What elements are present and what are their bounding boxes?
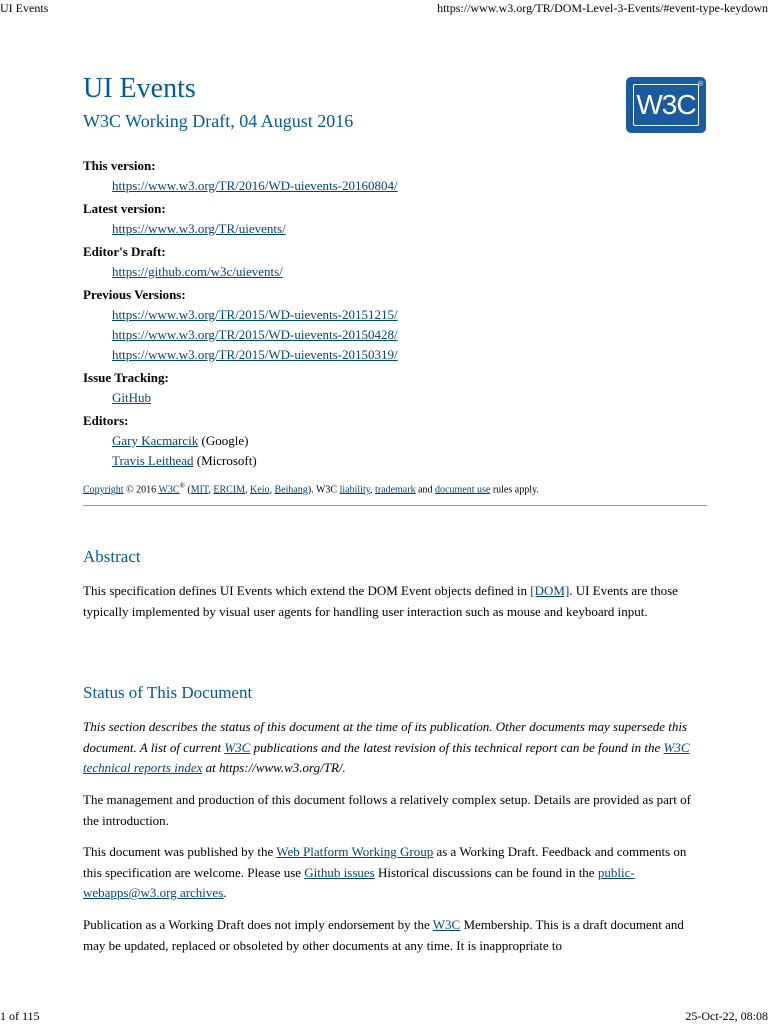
w3c-link[interactable]: W3C xyxy=(158,484,180,496)
registered-mark: ® xyxy=(179,482,185,490)
copyright-text: , xyxy=(370,484,376,496)
beihang-link[interactable]: Beihang xyxy=(274,484,308,496)
document-use-link[interactable]: document use xyxy=(435,484,491,496)
issue-tracking-link[interactable]: GitHub xyxy=(112,390,151,405)
copyright-text: , xyxy=(269,484,275,496)
w3c-logo[interactable] xyxy=(626,77,706,133)
editor-name-link[interactable]: Gary Kacmarcik xyxy=(112,433,199,448)
page-subtitle: W3C Working Draft, 04 August 2016 xyxy=(83,111,354,131)
latest-version-label: Latest version: xyxy=(83,201,166,216)
previous-version-link[interactable]: https://www.w3.org/TR/2015/WD-uievents-20150428/ xyxy=(112,327,398,342)
liability-link[interactable]: liability xyxy=(339,484,371,496)
print-title: UI Events xyxy=(0,1,49,15)
editors-label: Editors: xyxy=(83,413,129,428)
latest-version-link[interactable]: https://www.w3.org/TR/uievents/ xyxy=(112,221,286,236)
editor-org: (Google) xyxy=(198,433,249,448)
status-text: . xyxy=(223,885,227,900)
copyright-text: ). W3C xyxy=(307,484,340,496)
copyright-link[interactable]: Copyright xyxy=(83,484,124,496)
status-text: as a Working Draft. Feedback and comments on this specification are welcome. Please use xyxy=(83,844,687,880)
abstract-heading: Abstract xyxy=(83,547,141,566)
status-text: Membership. This is a draft document and may be updated, replaced or obsoleted by other documents at any time. It is inappropriate to xyxy=(83,917,684,953)
copyright-text: , xyxy=(245,484,251,496)
copyright-year: © 2016 xyxy=(123,484,159,496)
print-url: https://www.w3.org/TR/DOM-Level-3-Events/#event-type-keydown xyxy=(437,1,768,15)
abstract-text: This specification defines UI Events which extend the DOM Event objects defined in xyxy=(83,583,531,598)
working-group-link[interactable]: Web Platform Working Group xyxy=(276,844,434,859)
status-text: Publication as a Working Draft does not imply endorsement by the xyxy=(83,917,433,932)
spec-metadata xyxy=(83,155,703,471)
keio-link[interactable]: Keio xyxy=(250,484,270,496)
status-text: This section describes the status of this document at the time of its publication. Other documents may supersede this document. A list of current xyxy=(83,719,688,755)
page-number: 1 of 115 xyxy=(0,1009,40,1023)
copyright-notice xyxy=(83,479,539,497)
dom-reference-link[interactable]: [DOM] xyxy=(530,583,570,598)
editors-draft-link[interactable]: https://github.com/w3c/uievents/ xyxy=(112,264,283,279)
copyright-text: and xyxy=(415,484,436,496)
ercim-link[interactable]: ERCIM xyxy=(213,484,246,496)
abstract-paragraph xyxy=(83,581,707,622)
status-paragraph: The management and production of this document follows a relatively complex setup. Details are provided as part of the introduction. xyxy=(83,792,691,828)
w3c-abbr-link[interactable]: W3C xyxy=(432,917,461,932)
status-paragraph xyxy=(83,717,707,779)
editor-org: (Microsoft) xyxy=(193,453,257,468)
status-text: publications and the latest revision of this technical report can be found in the xyxy=(250,739,664,755)
abstract-text: . UI Events are those typically implemented by visual user agents for handling user interaction such as mouse and keyboard input. xyxy=(83,583,678,619)
print-header xyxy=(0,0,768,16)
previous-versions-label: Previous Versions: xyxy=(83,287,186,302)
w3c-logo-registered: ® xyxy=(697,81,703,88)
mit-link[interactable]: MIT xyxy=(190,484,209,496)
issue-tracking-label: Issue Tracking: xyxy=(83,370,169,385)
this-version-link[interactable]: https://www.w3.org/TR/2016/WD-uievents-20160804/ xyxy=(112,178,398,193)
status-text: Historical discussions can be found in the xyxy=(374,864,598,880)
print-timestamp: 25-Oct-22, 08:08 xyxy=(685,1009,768,1023)
previous-version-link[interactable]: https://www.w3.org/TR/2015/WD-uievents-20150319/ xyxy=(112,347,398,362)
status-paragraph xyxy=(83,915,707,956)
page-title: UI Events xyxy=(83,73,196,104)
mailing-archives-link[interactable]: public-webapps@w3.org archives xyxy=(83,864,635,900)
divider xyxy=(83,505,707,506)
w3c-logo-text: W3C xyxy=(633,84,699,126)
trademark-link[interactable]: trademark xyxy=(375,484,416,496)
this-version-label: This version: xyxy=(83,158,156,173)
copyright-text: , xyxy=(208,484,214,496)
copyright-text: ( xyxy=(184,484,191,496)
editor-entry xyxy=(112,451,703,471)
github-issues-link[interactable]: Github issues xyxy=(304,864,375,880)
status-text: at https://www.w3.org/TR/. xyxy=(202,760,346,775)
tr-index-link[interactable]: W3C technical reports index xyxy=(83,739,690,775)
status-heading: Status of This Document xyxy=(83,683,253,702)
previous-version-link[interactable]: https://www.w3.org/TR/2015/WD-uievents-20151215/ xyxy=(112,307,398,322)
copyright-text: rules apply. xyxy=(490,484,539,496)
w3c-abbr-link[interactable]: W3C xyxy=(224,739,251,755)
editors-draft-label: Editor's Draft: xyxy=(83,244,166,259)
print-footer xyxy=(0,1008,768,1024)
status-paragraph xyxy=(83,842,707,904)
editor-entry xyxy=(112,431,703,451)
editor-name-link[interactable]: Travis Leithead xyxy=(112,453,194,468)
status-text: This document was published by the xyxy=(83,844,277,859)
